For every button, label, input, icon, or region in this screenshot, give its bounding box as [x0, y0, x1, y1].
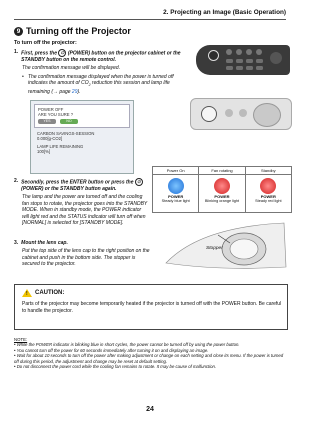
remote-button [236, 66, 243, 70]
remote-button [246, 49, 252, 55]
step-1-text-b: (POWER) button on the projector cabinet or the STANDBY button on the remote control. [21, 50, 181, 63]
indicator-cell-power-on [153, 175, 199, 213]
page-number: 24 [146, 406, 154, 413]
step-3-text-a: Mount the lens cap. [21, 240, 68, 246]
section-title-text: Turning off the Projector [26, 26, 131, 36]
warning-icon: ! [22, 289, 32, 297]
step-3-number: 3. [14, 240, 19, 246]
lead-text: To turn off the projector: [14, 40, 77, 46]
indicator-cell-fan [199, 175, 245, 213]
step-1-number: 1. [14, 49, 19, 55]
step-3 [14, 240, 154, 268]
indicator-header-power-on: Power On [153, 167, 199, 174]
step-1-text-a: First, press the [21, 50, 58, 57]
remote-button [246, 66, 253, 70]
remote-control-illustration [196, 45, 290, 75]
indicator-caption: Steady blue light [161, 199, 190, 203]
projector-button [239, 109, 247, 117]
remote-button [226, 66, 233, 70]
lens-cap-illustration [160, 217, 290, 273]
osd-carbon-label: CARBON SAVINGS-SESSION [37, 131, 95, 136]
projector-top-illustration [190, 98, 292, 130]
step-1-bullet-sub: 2 [88, 83, 91, 88]
page-link[interactable]: 29 [71, 88, 78, 95]
notes-title: NOTE: [14, 337, 28, 342]
osd-power-off: POWER OFF [38, 107, 64, 112]
red-led-icon [260, 178, 276, 194]
caution-title: CAUTION: [35, 290, 65, 296]
step-3-body: Put the top side of the lens cap to the right position on the cabinet and push in the bottom side. The stopper is secured to the projector. [22, 248, 150, 268]
indicator-panel [152, 166, 292, 213]
remote-button [226, 59, 233, 63]
indicator-label: POWER [168, 194, 184, 199]
blue-led-icon [168, 178, 184, 194]
osd-no-button[interactable]: NO [60, 119, 78, 124]
power-off-dialog [30, 100, 134, 174]
indicator-header-fan: Fan rotating [199, 167, 245, 174]
chapter-header: 2. Projecting an Image (Basic Operation) [163, 9, 286, 16]
step-1-bullet-b: reduction this session and lamp life remaining (→ page [28, 80, 170, 95]
confirm-box [34, 104, 130, 128]
step-2-number: 2. [14, 178, 19, 184]
remote-power-button [208, 50, 219, 61]
stopper-label: Stopper [206, 246, 223, 251]
red-led-icon [214, 178, 230, 194]
step-1-bullet: • The confirmation message displayed when the power is turned off indicates the amount of $CO_2$ reduction this session and lamp life remaining (→ page 29). [22, 73, 174, 95]
osd-lamp-label: LAMP LIFE REMAINING [37, 144, 84, 149]
indicator-label: POWER [214, 194, 230, 199]
step-2 [14, 178, 148, 226]
remote-button [226, 49, 232, 55]
step-1-bullet-c: ). [77, 88, 81, 95]
note-item: • You cannot turn off the power for 60 seconds immediately after turning it on and displaying an image. [14, 347, 209, 353]
power-icon: ⏻ [135, 178, 143, 186]
note-item: • Do not disconnect the power cord while the cooling fan remains to rotate. It may be cause of malfunction. [14, 364, 217, 370]
step-2-text-b: (POWER) or the STANDBY button again. [21, 186, 117, 192]
remote-button [246, 59, 253, 63]
remote-button [256, 49, 262, 55]
indicator-header-standby: Standby [260, 168, 276, 173]
section-number: 9 [14, 27, 23, 36]
step-1-bullet-a: The confirmation message displayed when the power is turned off indicates the amount of CO [28, 73, 174, 87]
osd-are-you-sure: ARE YOU SURE ? [38, 112, 74, 117]
step-1-body: The confirmation message will be displayed. [22, 65, 121, 72]
note-item: • While the POWER indicator is blinking blue in short cycles, the power cannot be turned off by using the power button. [14, 342, 240, 348]
indicator-label: POWER [260, 194, 276, 199]
section-title [14, 26, 131, 36]
remote-button [256, 59, 263, 63]
step-2-text-a: Secondly, press the ENTER button or press the [21, 179, 134, 186]
caution-box [14, 284, 288, 330]
remote-button [256, 66, 263, 70]
indicator-cell-standby [246, 175, 291, 213]
step-2-body: The lamp and the power are turned off and the cooling fan stops to rotate, the projector goes into the STANDBY MODE. When in standby mode, the POWER indicator will light red and the STATUS indicator will turn off when [NORMAL] is selected for [STANDBY MODE]. [22, 194, 148, 227]
osd-carbon-value: 0.000[g-CO2] [37, 136, 63, 141]
header-rule [14, 19, 286, 20]
step-1 [14, 49, 190, 95]
osd-yes-button[interactable]: YES [38, 119, 56, 124]
projector-button [225, 109, 233, 117]
caution-text: Parts of the projector may become temporarily heated if the projector is turned off with the POWER button. Be careful to handle the projector. [22, 301, 282, 314]
osd-lamp-value: 100[%] [37, 149, 51, 154]
power-icon: ⏻ [58, 49, 66, 57]
remote-dpad [270, 52, 282, 64]
projector-dpad [253, 103, 281, 127]
indicator-caption: Blinking orange light [204, 199, 240, 203]
indicator-caption: Steady red light [255, 199, 282, 203]
projector-power-button [201, 106, 217, 122]
remote-button [236, 59, 243, 63]
remote-button [236, 49, 242, 55]
note-item: • Wait for about 10 seconds to turn off the power after making adjustment or change on each setting and close its menu. If the power is turned off during this period, the adjustment and change may be reset at default setting. [14, 353, 284, 364]
notes-section [14, 337, 286, 369]
